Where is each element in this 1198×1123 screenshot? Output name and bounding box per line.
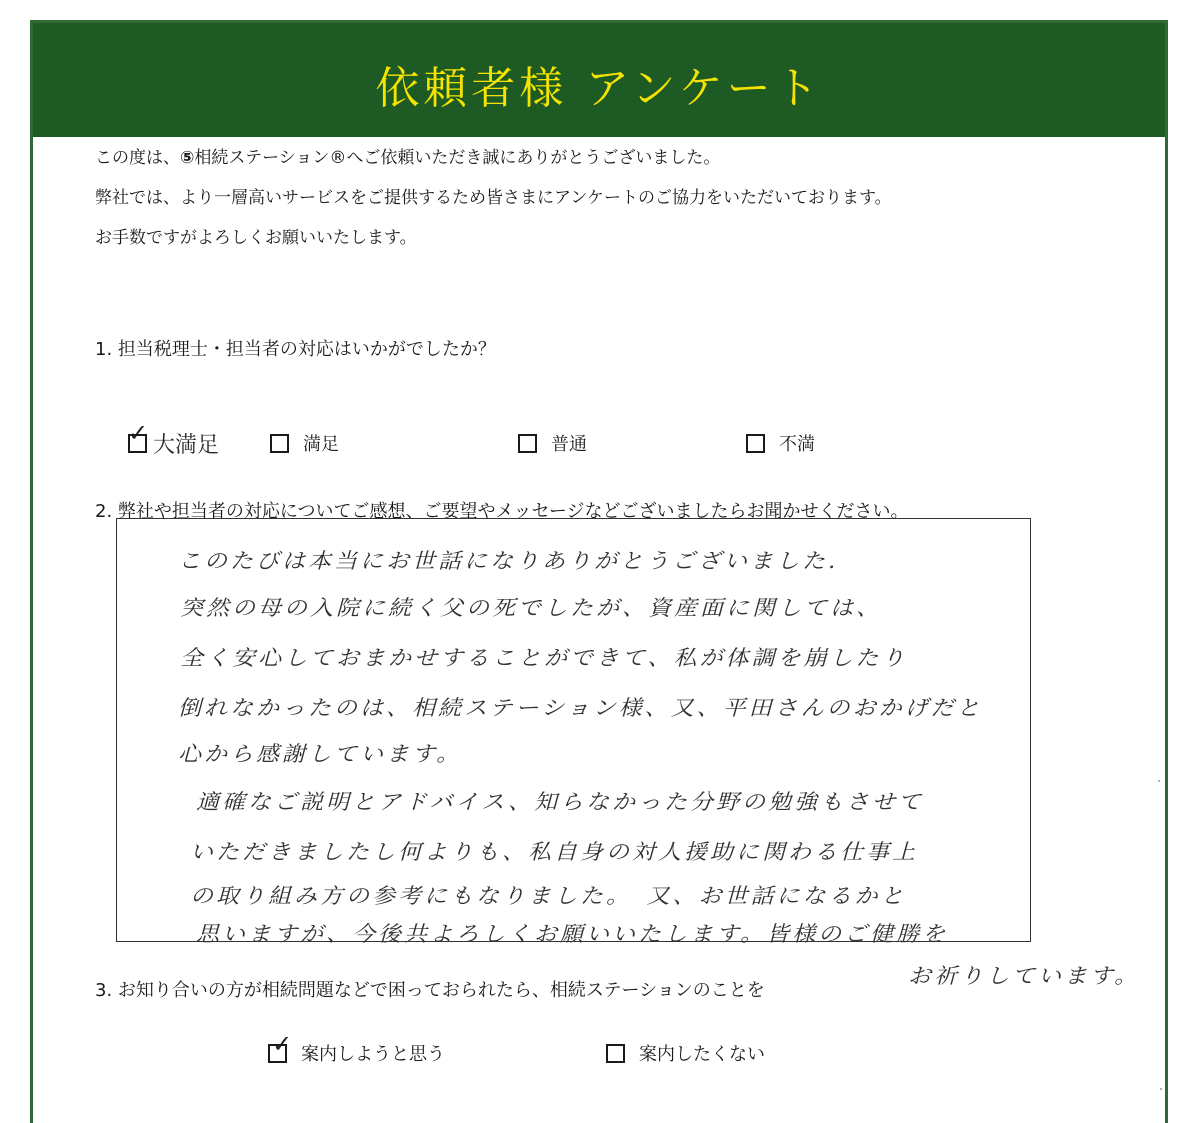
handwritten-line: 思いますが、今後共よろしくお願いいたします。皆様のご健勝を <box>196 922 949 947</box>
handwritten-line: 倒れなかったのは、相続ステーション様、又、平田さんのおかげだと <box>178 696 983 721</box>
option-label: 普通 <box>551 434 587 455</box>
handwritten-line: お祈りしています。 <box>908 964 1141 989</box>
checkbox[interactable] <box>128 434 147 453</box>
intro-line-1: この度は、⑤相続ステーション®へご依頼いただき誠にありがとうございました。 <box>95 138 892 178</box>
checkbox[interactable] <box>270 434 289 453</box>
option-will-recommend[interactable] <box>268 1040 445 1066</box>
option-label: 案内しようと思う <box>301 1044 445 1065</box>
handwritten-line: 適確なご説明とアドバイス、知らなかった分野の勉強もさせて <box>196 790 924 815</box>
handwritten-line: 心から感謝しています。 <box>178 742 463 767</box>
intro-line-2: 弊社では、より一層高いサービスをご提供するため皆さまにアンケートのご協力をいただいております。 <box>95 188 892 208</box>
handwritten-line: 全く安心しておまかせすることができて、私が体調を崩したり <box>180 646 908 671</box>
handwritten-line: いただきましたし何よりも、私自身の対人援助に関わる仕事上 <box>190 840 918 865</box>
handwritten-line: 突然の母の入院に続く父の死でしたが、資産面に関しては、 <box>180 596 882 621</box>
title-banner <box>33 23 1165 137</box>
check-mark-icon: ✓ <box>272 1030 293 1058</box>
check-mark-icon: ✓ <box>128 419 149 447</box>
handwritten-line: このたびは本当にお世話になりありがとうございました. <box>178 549 839 574</box>
option-will-not-recommend[interactable] <box>606 1040 765 1066</box>
page-title: 依頼者様 アンケート <box>375 63 823 114</box>
checkbox[interactable] <box>746 434 765 453</box>
option-label: 満足 <box>303 434 339 455</box>
intro-line-3: お手数ですがよろしくお願いいたします。 <box>95 228 417 248</box>
scan-speck <box>1158 780 1160 782</box>
option-label: 不満 <box>779 434 815 455</box>
handwritten-line: の取り組み方の参考にもなりました。 又、お世話になるかと <box>190 884 907 909</box>
checkbox[interactable] <box>268 1044 287 1063</box>
option-normal[interactable] <box>518 430 587 456</box>
option-dissatisfied[interactable] <box>746 430 815 456</box>
question-2: 2. 弊社や担当者の対応についてご感想、ご要望やメッセージなどございましたらお聞かせください。 <box>95 501 909 522</box>
intro-text <box>95 138 892 258</box>
option-label-handwritten: 大満足 <box>153 433 220 458</box>
scan-speck <box>1160 1088 1162 1090</box>
option-very-satisfied[interactable] <box>128 428 219 459</box>
checkbox[interactable] <box>518 434 537 453</box>
option-satisfied[interactable] <box>270 430 339 456</box>
question-3: 3. お知り合いの方が相続問題などで困っておられたら、相続ステーションのことを <box>95 980 765 1001</box>
option-label: 案内したくない <box>639 1044 765 1065</box>
question-1: 1. 担当税理士・担当者の対応はいかがでしたか？ <box>95 339 496 360</box>
checkbox[interactable] <box>606 1044 625 1063</box>
logo-swirl-icon: ⑤ <box>180 148 195 168</box>
